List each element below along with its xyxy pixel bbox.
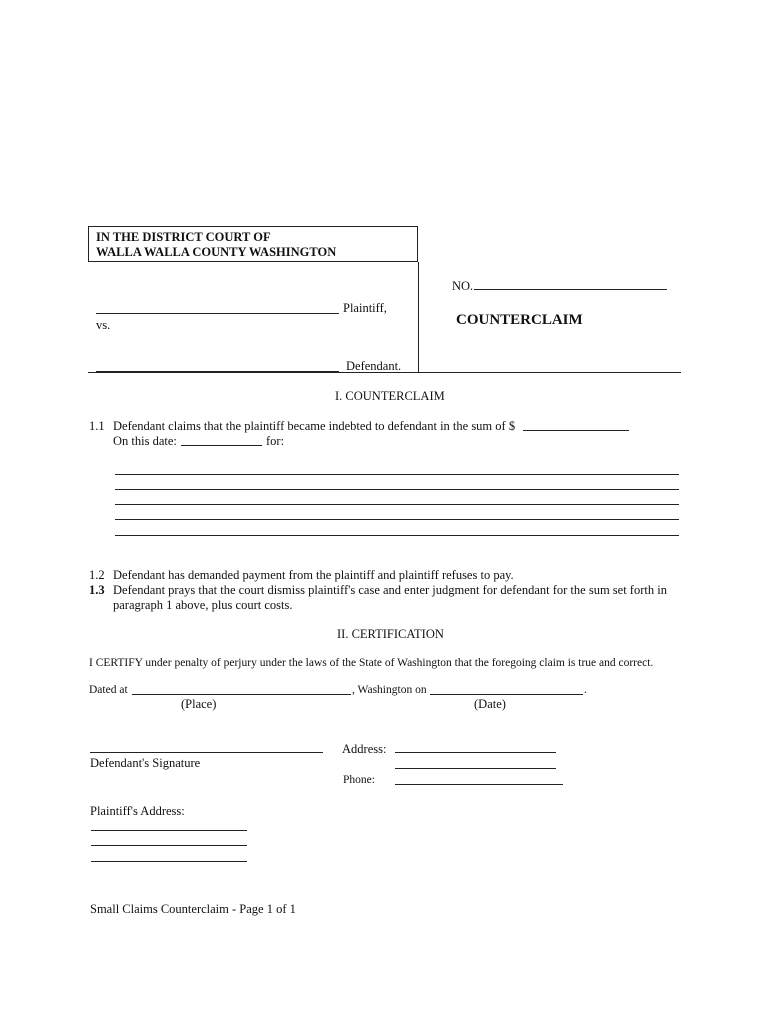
item-1-3-number: 1.3 <box>89 583 105 597</box>
plaintiff-address-line-3[interactable] <box>91 861 247 862</box>
claim-description-line-5[interactable] <box>115 535 679 536</box>
item-1-3-text-continued: paragraph 1 above, plus court costs. <box>113 598 293 612</box>
case-number-field[interactable] <box>474 289 667 290</box>
versus-label: vs. <box>96 318 111 332</box>
claim-description-line-1[interactable] <box>115 474 679 475</box>
date-label: On this date: <box>113 434 177 448</box>
case-number-label: NO. <box>452 279 474 293</box>
section-2-heading: II. CERTIFICATION <box>337 627 444 641</box>
phone-label: Phone: <box>343 774 375 786</box>
for-label: for: <box>266 434 285 448</box>
defendant-address-line-2[interactable] <box>395 768 556 769</box>
address-label: Address: <box>342 742 387 756</box>
item-1-1-number: 1.1 <box>89 419 105 433</box>
dated-at-label: Dated at <box>89 684 128 696</box>
item-1-2-number: 1.2 <box>89 568 105 582</box>
page-footer: Small Claims Counterclaim - Page 1 of 1 <box>90 902 296 916</box>
plaintiff-address-line-1[interactable] <box>91 830 247 831</box>
defendant-name-field[interactable] <box>96 371 339 372</box>
item-1-3-text: Defendant prays that the court dismiss plaintiff's case and enter judgment for defendant for the sum set forth in <box>113 583 667 597</box>
court-caption-box <box>88 226 418 262</box>
court-name-line2: WALLA WALLA COUNTY WASHINGTON <box>96 245 337 259</box>
defendant-address-line-1[interactable] <box>395 752 556 753</box>
certification-statement: I CERTIFY under penalty of perjury under the laws of the State of Washington that the foregoing claim is true and correct. <box>89 657 654 669</box>
defendant-signature-field[interactable] <box>90 752 323 753</box>
item-1-1-text: Defendant claims that the plaintiff became indebted to defendant in the sum of $ <box>113 419 516 433</box>
dated-period: . <box>584 684 587 696</box>
caption-vertical-divider <box>418 262 419 372</box>
defendant-phone-field[interactable] <box>395 784 563 785</box>
plaintiff-label: Plaintiff, <box>343 301 387 315</box>
plaintiff-address-line-2[interactable] <box>91 845 247 846</box>
plaintiff-address-label: Plaintiff's Address: <box>90 804 185 818</box>
plaintiff-name-field[interactable] <box>96 313 339 314</box>
place-caption: (Place) <box>181 697 217 711</box>
claim-description-line-2[interactable] <box>115 489 679 490</box>
court-name-line1: IN THE DISTRICT COURT OF <box>96 230 271 244</box>
claim-description-line-4[interactable] <box>115 519 679 520</box>
item-1-2-text: Defendant has demanded payment from the plaintiff and plaintiff refuses to pay. <box>113 568 514 582</box>
document-title: COUNTERCLAIM <box>456 312 583 328</box>
claim-date-field[interactable] <box>181 445 262 446</box>
signing-place-field[interactable] <box>132 694 351 695</box>
claim-description-line-3[interactable] <box>115 504 679 505</box>
signing-date-field[interactable] <box>430 694 583 695</box>
section-1-heading: I. COUNTERCLAIM <box>335 389 445 403</box>
claim-amount-field[interactable] <box>523 430 629 431</box>
defendant-label: Defendant. <box>346 359 402 373</box>
date-caption: (Date) <box>474 697 506 711</box>
washington-on-label: , Washington on <box>352 684 427 696</box>
defendant-signature-label: Defendant's Signature <box>90 756 201 770</box>
